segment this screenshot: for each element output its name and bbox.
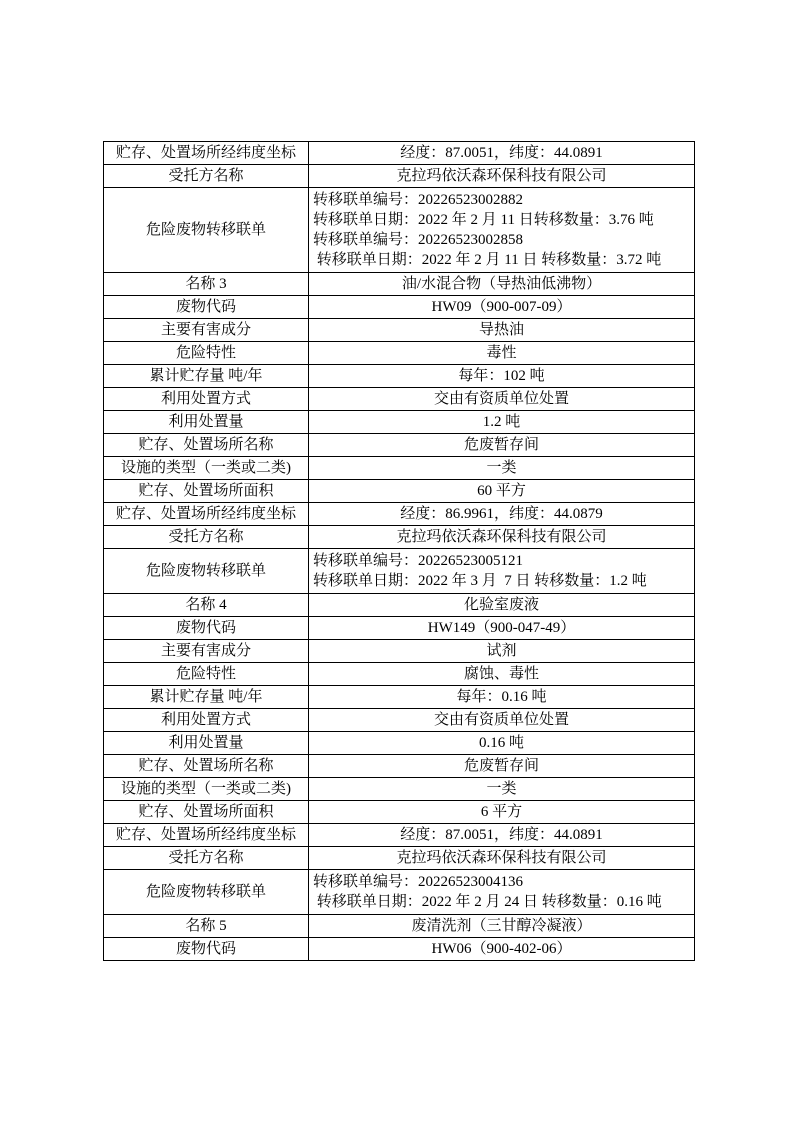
row-label: 贮存、处置场所名称 — [104, 434, 309, 457]
row-value: 腐蚀、毒性 — [309, 663, 695, 686]
transfer-record-line: 转移联单编号：20226523005121 — [313, 553, 524, 569]
row-label: 废物代码 — [104, 296, 309, 319]
table-row — [104, 273, 695, 296]
row-label: 危险废物转移联单 — [104, 188, 309, 273]
row-label: 利用处置方式 — [104, 388, 309, 411]
row-label: 贮存、处置场所面积 — [104, 801, 309, 824]
row-label: 名称 3 — [104, 273, 309, 296]
table-row — [104, 411, 695, 434]
row-value — [309, 870, 695, 915]
row-label: 名称 5 — [104, 915, 309, 938]
table-row — [104, 755, 695, 778]
table-row — [104, 778, 695, 801]
table-row — [104, 594, 695, 617]
row-value: 一类 — [309, 457, 695, 480]
row-value: 油/水混合物（导热油低沸物） — [309, 273, 695, 296]
table-body — [104, 142, 695, 961]
row-label: 危险特性 — [104, 342, 309, 365]
row-value: 克拉玛依沃森环保科技有限公司 — [309, 165, 695, 188]
row-label: 主要有害成分 — [104, 640, 309, 663]
row-label: 利用处置方式 — [104, 709, 309, 732]
table-row — [104, 342, 695, 365]
row-value — [309, 188, 695, 273]
row-label: 受托方名称 — [104, 847, 309, 870]
row-value: HW09（900-007-09） — [309, 296, 695, 319]
row-value: 危废暂存间 — [309, 755, 695, 778]
row-label: 贮存、处置场所经纬度坐标 — [104, 503, 309, 526]
table-row — [104, 709, 695, 732]
table-row — [104, 801, 695, 824]
table-row — [104, 526, 695, 549]
row-label: 贮存、处置场所经纬度坐标 — [104, 824, 309, 847]
table-row — [104, 847, 695, 870]
transfer-record-line: 转移联单编号：20226523002858 — [313, 232, 524, 248]
row-value — [309, 549, 695, 594]
transfer-record-line: 转移联单编号：20226523004136 — [313, 874, 524, 890]
table-row — [104, 365, 695, 388]
row-label: 危险废物转移联单 — [104, 549, 309, 594]
row-label: 贮存、处置场所面积 — [104, 480, 309, 503]
transfer-record-line: 转移联单日期：2022 年 2 月 11 日 转移数量：3.72 吨 — [313, 252, 662, 268]
row-value: 60 平方 — [309, 480, 695, 503]
table-row — [104, 686, 695, 709]
table-row — [104, 938, 695, 961]
row-label: 利用处置量 — [104, 732, 309, 755]
row-label: 危险废物转移联单 — [104, 870, 309, 915]
table-row — [104, 188, 695, 273]
table-row — [104, 732, 695, 755]
hazardous-waste-table — [103, 141, 695, 961]
transfer-record-line: 转移联单日期：2022 年 3 月 7 日 转移数量：1.2 吨 — [313, 573, 647, 589]
row-value: 每年：102 吨 — [309, 365, 695, 388]
row-value: 6 平方 — [309, 801, 695, 824]
transfer-record-line: 转移联单日期：2022 年 2 月 24 日 转移数量：0.16 吨 — [313, 894, 662, 910]
row-value: 克拉玛依沃森环保科技有限公司 — [309, 526, 695, 549]
row-value: 一类 — [309, 778, 695, 801]
row-label: 主要有害成分 — [104, 319, 309, 342]
row-value: HW06（900-402-06） — [309, 938, 695, 961]
row-value: 经度：87.0051，纬度：44.0891 — [309, 824, 695, 847]
row-value: 废清洗剂（三甘醇冷凝液） — [309, 915, 695, 938]
row-value: 经度：87.0051，纬度：44.0891 — [309, 142, 695, 165]
table-row — [104, 824, 695, 847]
table-row — [104, 142, 695, 165]
row-value: HW149（900-047-49） — [309, 617, 695, 640]
row-label: 累计贮存量 吨/年 — [104, 365, 309, 388]
row-value: 克拉玛依沃森环保科技有限公司 — [309, 847, 695, 870]
row-value: 试剂 — [309, 640, 695, 663]
row-label: 累计贮存量 吨/年 — [104, 686, 309, 709]
transfer-record-line: 转移联单日期：2022 年 2 月 11 日转移数量：3.76 吨 — [313, 212, 654, 228]
row-label: 废物代码 — [104, 617, 309, 640]
row-value: 经度：86.9961，纬度：44.0879 — [309, 503, 695, 526]
row-value: 交由有资质单位处置 — [309, 709, 695, 732]
table-row — [104, 663, 695, 686]
row-value: 每年：0.16 吨 — [309, 686, 695, 709]
row-label: 受托方名称 — [104, 526, 309, 549]
row-value: 0.16 吨 — [309, 732, 695, 755]
row-value: 交由有资质单位处置 — [309, 388, 695, 411]
row-label: 贮存、处置场所经纬度坐标 — [104, 142, 309, 165]
table-row — [104, 915, 695, 938]
row-value: 1.2 吨 — [309, 411, 695, 434]
row-label: 受托方名称 — [104, 165, 309, 188]
row-label: 名称 4 — [104, 594, 309, 617]
table-row — [104, 434, 695, 457]
table-row — [104, 457, 695, 480]
table-row — [104, 165, 695, 188]
row-value: 危废暂存间 — [309, 434, 695, 457]
row-value: 化验室废液 — [309, 594, 695, 617]
table-row — [104, 870, 695, 915]
table-row — [104, 296, 695, 319]
table-row — [104, 617, 695, 640]
table-row — [104, 388, 695, 411]
row-label: 利用处置量 — [104, 411, 309, 434]
row-value: 毒性 — [309, 342, 695, 365]
table-row — [104, 503, 695, 526]
row-label: 危险特性 — [104, 663, 309, 686]
row-label: 废物代码 — [104, 938, 309, 961]
table-row — [104, 480, 695, 503]
row-value: 导热油 — [309, 319, 695, 342]
table-row — [104, 319, 695, 342]
table-row — [104, 549, 695, 594]
table-row — [104, 640, 695, 663]
row-label: 设施的类型（一类或二类) — [104, 778, 309, 801]
transfer-record-line: 转移联单编号：20226523002882 — [313, 192, 524, 208]
row-label: 贮存、处置场所名称 — [104, 755, 309, 778]
row-label: 设施的类型（一类或二类) — [104, 457, 309, 480]
